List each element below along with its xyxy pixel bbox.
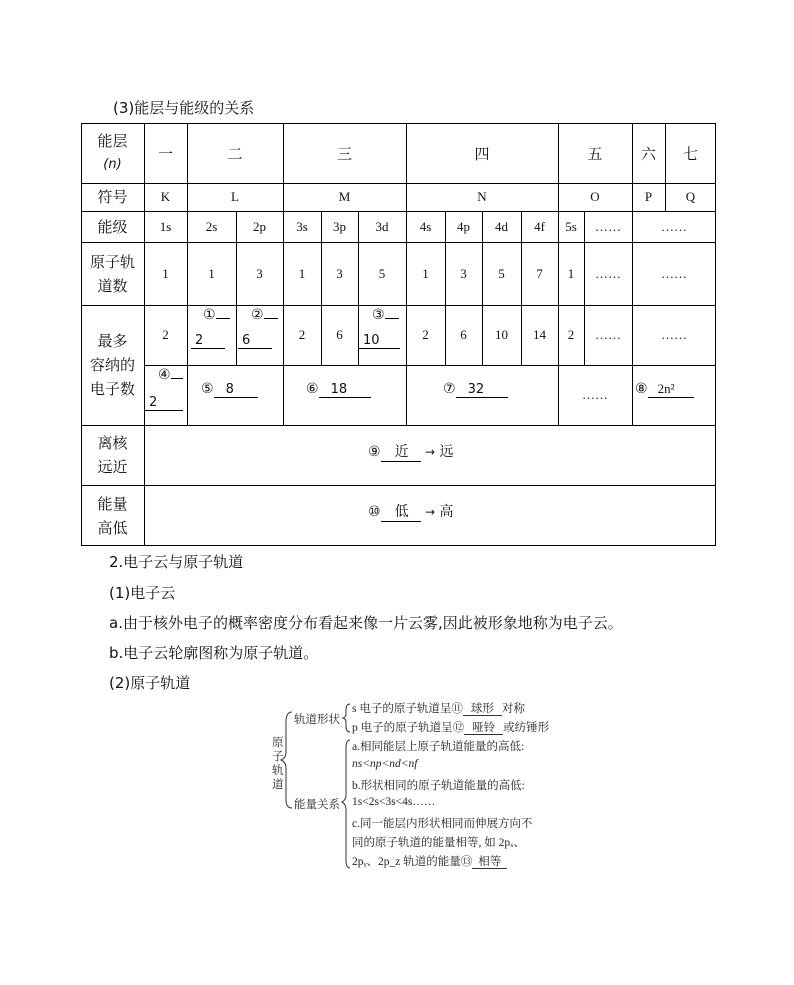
sublevel-cell: 2p [253, 218, 266, 234]
row-label-layer [81, 123, 144, 183]
row-label-orbitals-line2: 道数 [97, 276, 128, 295]
answer-value-4 [145, 395, 183, 411]
distance-end: 远 [439, 444, 454, 460]
answer-number: ④ [158, 367, 171, 383]
orbital-count-cell: 3 [336, 265, 343, 281]
energy-level-table [81, 123, 716, 546]
sublevel-cell: 2s [205, 218, 218, 234]
max-electrons-cell: …… [661, 327, 687, 342]
answer-blank-1 [203, 307, 230, 323]
section2-heading: 2.电子云与原子轨道 [109, 553, 244, 571]
orbital-count-cell: …… [595, 265, 621, 281]
row-label-max-line2: 容纳的 [89, 356, 135, 374]
sublevel-cell: 4p [457, 218, 470, 234]
p-orbital-suffix: 或纺锤形 [503, 722, 550, 734]
s-orbital-suffix: 对称 [501, 703, 525, 715]
symbol-cell: L [231, 189, 239, 204]
s-orbital-line [352, 700, 525, 716]
layer-cell: 二 [227, 144, 243, 163]
row-label-level: 能级 [97, 217, 128, 236]
answer-value: 2 [191, 333, 225, 349]
s-orbital-prefix: s 电子的原子轨道呈⑪ [352, 703, 463, 715]
answer-number: ⑨ [368, 444, 381, 460]
max-electrons-cell: …… [595, 327, 621, 342]
max-electrons-cell: 6 [460, 327, 467, 342]
answer-number: ⑩ [368, 504, 381, 520]
answer-blank-5 [201, 381, 258, 398]
symbol-cell: K [160, 189, 171, 204]
sublevel-cell: …… [661, 218, 687, 234]
answer-blank-7 [443, 381, 508, 398]
orbital-count-cell: 1 [162, 265, 169, 281]
answer-blank-3 [372, 307, 399, 323]
p-orbital-line [352, 719, 549, 735]
symbol-cell: P [644, 189, 653, 204]
section-heading: (3)能层与能级的关系 [113, 99, 255, 117]
max-electrons-cell: 2 [422, 327, 429, 342]
max-electrons-cell: 10 [495, 327, 508, 342]
answer-value: 2n² [648, 381, 695, 398]
orbital-count-cell: …… [661, 265, 687, 281]
row-label-max-line1: 最多 [97, 332, 128, 350]
orbital-count-cell: 1 [422, 265, 429, 281]
rule-a-order: ns<np<nd<nf [352, 758, 418, 770]
orbital-count-cell: 1 [208, 265, 215, 281]
shape-label: 轨道形状 [294, 714, 340, 726]
rule-a: a.相同能层上原子轨道能量的高低: [352, 741, 525, 753]
layer-cell: 四 [474, 144, 490, 163]
orbital-count-cell: 1 [567, 265, 575, 281]
orbital-count-cell: 7 [536, 265, 543, 281]
answer-number: ② [251, 307, 264, 323]
row-label-distance-line1: 离核 [97, 434, 128, 452]
orbital-count-cell: 3 [256, 265, 263, 281]
row-label-symbol: 符号 [97, 188, 128, 206]
sub1-heading: (1)电子云 [109, 584, 176, 602]
paragraph-a: a.由于核外电子的概率密度分布看起来像一片云雾,因此被形象地称为电子云。 [109, 614, 623, 632]
sublevel-cell: 4f [534, 218, 545, 234]
layer-cell: 七 [682, 144, 698, 163]
row-label-layer-line2: (n) [103, 157, 122, 172]
sublevel-cell: 3p [333, 218, 346, 234]
answer-value: 2 [145, 395, 183, 411]
row-label-distance-line2: 远近 [97, 458, 128, 476]
sublevel-cell: 1s [159, 218, 172, 234]
answer-value: 18 [319, 382, 372, 398]
answer-value-2 [238, 333, 272, 349]
answer-number: ① [203, 307, 216, 323]
energy-end: 高 [439, 504, 454, 520]
rule-b-order: 1s<2s<3s<4s…… [352, 796, 436, 808]
layer-cell: 三 [336, 144, 352, 163]
orbital-diagram [270, 700, 570, 872]
orbital-count-cell: 3 [460, 265, 467, 281]
row-label-energy-line2: 高低 [97, 518, 128, 537]
max-electrons-cell: 2 [162, 327, 169, 342]
sublevel-cell: 5s [565, 218, 577, 234]
sub2-heading: (2)原子轨道 [109, 674, 191, 692]
answer-number: ③ [372, 307, 385, 323]
s-orbital-answer: 球形 [463, 703, 502, 716]
answer-value: 10 [359, 333, 400, 349]
row-label-energy-line1: 能量 [97, 494, 128, 513]
rule-c-line2: 同的原子轨道的能量相等, 如 2pₓ、 [352, 837, 525, 849]
row-label-orbitals-line1: 原子轨 [89, 252, 135, 271]
answer-blank-8 [635, 381, 694, 398]
layer-cell: 六 [640, 144, 656, 163]
sublevel-cell: …… [595, 218, 621, 234]
layer-cell: 五 [587, 144, 603, 163]
answer-value: 32 [456, 382, 509, 398]
sublevel-cell: 4s [419, 218, 432, 234]
row-label-distance [81, 425, 144, 485]
answer-number: ⑥ [306, 381, 319, 397]
answer-value: 近 [381, 441, 421, 462]
symbol-cell: Q [685, 189, 696, 204]
rule-c-line3-prefix: 2pᵧ、2p_z 轨道的能量⑬ [352, 856, 473, 868]
layer-cell: 一 [157, 144, 173, 163]
answer-value-3 [359, 333, 400, 349]
row-label-max-line3: 电子数 [89, 380, 135, 398]
p-orbital-answer: 哑铃 [464, 722, 503, 735]
answer-value: 低 [381, 501, 421, 522]
answer-blank-2 [251, 307, 278, 323]
symbol-cell: O [590, 189, 600, 204]
answer-blank-4 [158, 367, 183, 383]
right-arrow-icon: → [425, 445, 436, 459]
rule-c-answer: 相等 [472, 856, 507, 869]
row-label-energy [81, 485, 144, 546]
rule-b: b.形状相同的原子轨道能量的高低: [352, 780, 525, 792]
row-label-orbitals [81, 242, 144, 305]
energy-relation-label: 能量关系 [294, 799, 340, 811]
sublevel-cell: 3d [375, 218, 389, 234]
answer-value-1 [191, 333, 225, 349]
rule-c-line1: c.同一能层内形状相同而伸展方向不 [352, 818, 533, 830]
sublevel-cell: 4d [495, 218, 508, 234]
max-electrons-cell: 2 [298, 327, 306, 342]
answer-value: 6 [238, 333, 272, 349]
orbital-count-cell: 5 [378, 265, 386, 281]
energy-trend [368, 501, 454, 522]
p-orbital-prefix: p 电子的原子轨道呈⑫ [352, 722, 465, 734]
max-layer-dots: …… [582, 387, 608, 402]
diagram-root-label: 原子轨道 [272, 737, 284, 791]
row-label-layer-line1: 能层 [97, 132, 128, 150]
max-electrons-cell: 2 [567, 327, 575, 342]
distance-trend [368, 441, 454, 462]
answer-number: ⑧ [635, 381, 648, 397]
paragraph-b: b.电子云轮廓图称为原子轨道。 [109, 644, 319, 662]
answer-blank-6 [306, 381, 371, 398]
right-arrow-icon: → [425, 505, 436, 519]
symbol-cell: N [477, 189, 487, 204]
answer-value: 8 [214, 382, 258, 398]
answer-number: ⑦ [443, 381, 456, 397]
max-electrons-cell: 6 [336, 327, 343, 342]
symbol-cell: M [338, 189, 351, 204]
max-electrons-cell: 14 [533, 327, 546, 342]
rule-c-line3 [352, 853, 507, 869]
sublevel-cell: 3s [296, 218, 308, 234]
row-label-max-electrons [81, 305, 144, 425]
orbital-count-cell: 5 [498, 265, 505, 281]
answer-number: ⑤ [201, 381, 214, 397]
orbital-count-cell: 1 [298, 265, 306, 281]
